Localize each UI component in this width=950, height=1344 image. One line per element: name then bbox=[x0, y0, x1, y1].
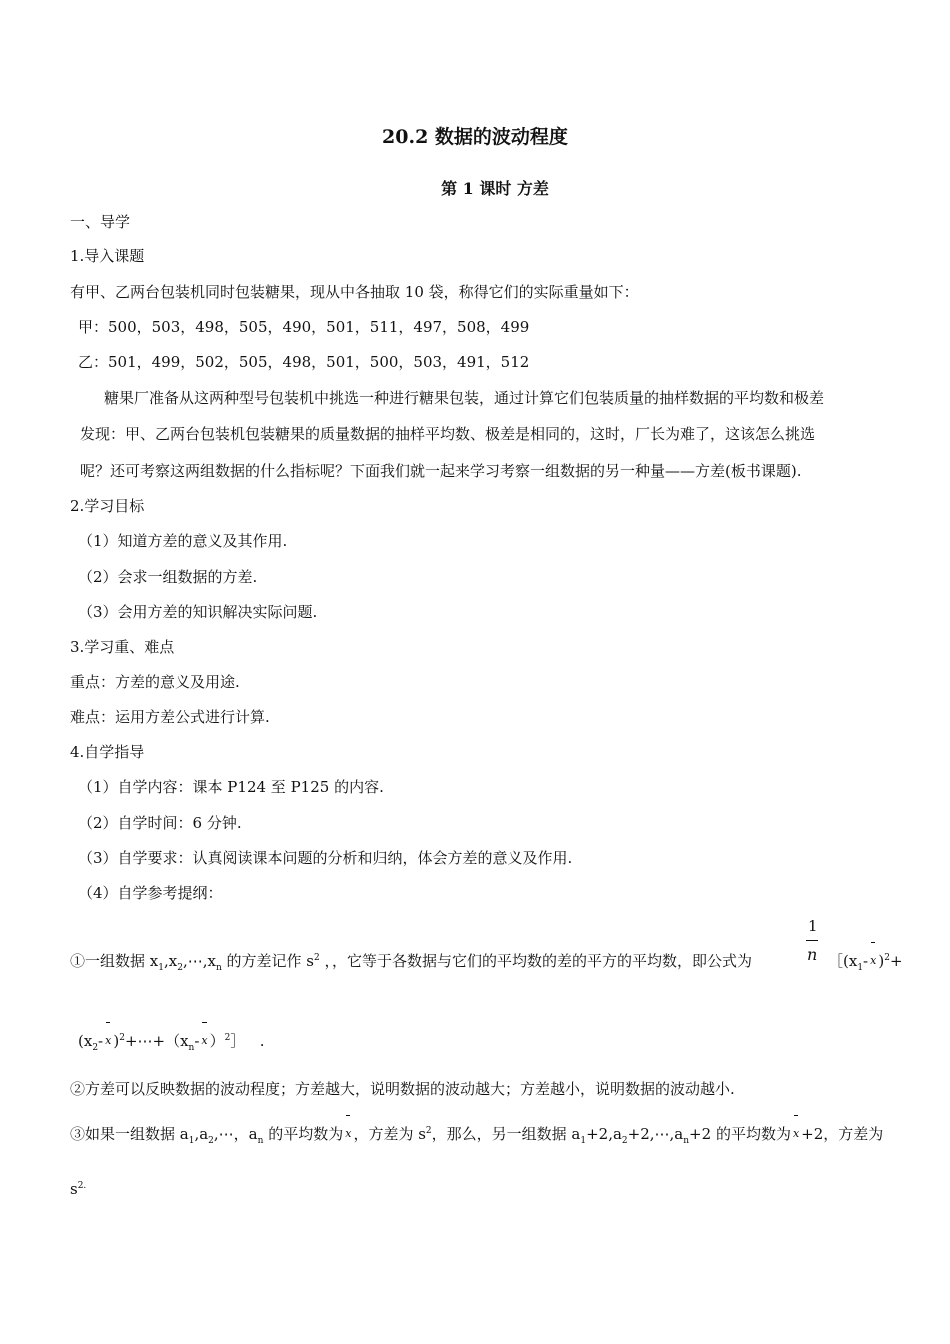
mean-x-symbol: x bbox=[199, 1031, 209, 1051]
section-heading: 一、导学 bbox=[70, 213, 131, 231]
mean-x-symbol: x bbox=[868, 951, 878, 971]
guide-item-4: （4）自学参考提纲： bbox=[78, 884, 223, 902]
goal-item-1: （1）知道方差的意义及其作用. bbox=[78, 532, 288, 550]
mean-x-symbol: x bbox=[103, 1031, 113, 1051]
yi-data: 乙：501，499，502，505，498，501，500，503，491，512 bbox=[78, 353, 530, 371]
goals-heading: 2.学习目标 bbox=[70, 497, 145, 515]
keypoint-key: 重点：方差的意义及用途. bbox=[70, 673, 240, 691]
intro-heading: 1.导入课题 bbox=[70, 247, 145, 265]
fraction-bar bbox=[806, 940, 818, 941]
keypoints-heading: 3.学习重、难点 bbox=[70, 638, 175, 656]
guide-heading: 4.自学指导 bbox=[70, 743, 145, 761]
outline-point-3: ③如果一组数据 $a_1,a_2,\cdots$，$a_n$ 的平均数为 x ，方差为 $s^2$，那么，另一组数据 $a_1+2,a_2+2,\cdots,a_n+2$ 的平均数为 x +2，方差为 bbox=[70, 1125, 884, 1146]
page-title: 20.2 数据的波动程度 bbox=[382, 126, 568, 148]
guide-item-2: （2）自学时间：6 分钟. bbox=[78, 814, 242, 832]
guide-item-1: （1）自学内容：课本 P124 至 P125 的内容. bbox=[78, 778, 384, 796]
intro-text: 有甲、乙两台包装机同时包装糖果，现从中各抽取 10 袋，称得它们的实际重量如下： bbox=[70, 283, 639, 301]
page-subtitle: 第 1 课时 方差 bbox=[441, 179, 549, 198]
intro-para-line2: 发现：甲、乙两台包装机包装糖果的质量数据的抽样平均数、极差是相同的，这时，厂长为难了，这该怎么挑选 bbox=[80, 425, 816, 443]
intro-para-line3: 呢？还可考察这两组数据的什么指标呢？下面我们就一起来学习考察一组数据的另一种量——方差(板书课题). bbox=[80, 462, 802, 480]
outline-point-2: ②方差可以反映数据的波动程度；方差越大，说明数据的波动越大；方差越小，说明数据的波动越小. bbox=[70, 1080, 735, 1098]
formula-continued: ($x_2-$ x )$^2+\cdots+(x_n-$ x ）$^2$］ . bbox=[78, 1032, 265, 1053]
outline-point-1: ①一组数据 $x_1,x_2,\cdots,x_n$ 的方差记作 $s^2$ ，，它等于各数据与它们的平均数的差的平方的平均数，即公式为 bbox=[70, 952, 753, 973]
fraction-denominator: n bbox=[807, 945, 818, 964]
mean-x-symbol: x bbox=[343, 1124, 353, 1144]
fraction-numerator: 1 bbox=[808, 917, 818, 935]
jia-data: 甲：500，503，498，505，490，501，511，497，508，499 bbox=[78, 318, 530, 336]
keypoint-difficult: 难点：运用方差公式进行计算. bbox=[70, 708, 270, 726]
outline-point-3-end: $s^{2.}$ bbox=[70, 1180, 87, 1198]
intro-para-line1: 糖果厂准备从这两种型号包装机中挑选一种进行糖果包装，通过计算它们包装质量的抽样数据的平均数和极差 bbox=[104, 389, 825, 407]
formula-start: $[(x_1-$ x )$^2$+ bbox=[828, 952, 903, 973]
guide-item-3: （3）自学要求：认真阅读课本问题的分析和归纳，体会方差的意义及作用. bbox=[78, 849, 573, 867]
mean-x-symbol: x bbox=[791, 1124, 801, 1144]
goal-item-2: （2）会求一组数据的方差. bbox=[78, 568, 258, 586]
goal-item-3: （3）会用方差的知识解决实际问题. bbox=[78, 603, 318, 621]
